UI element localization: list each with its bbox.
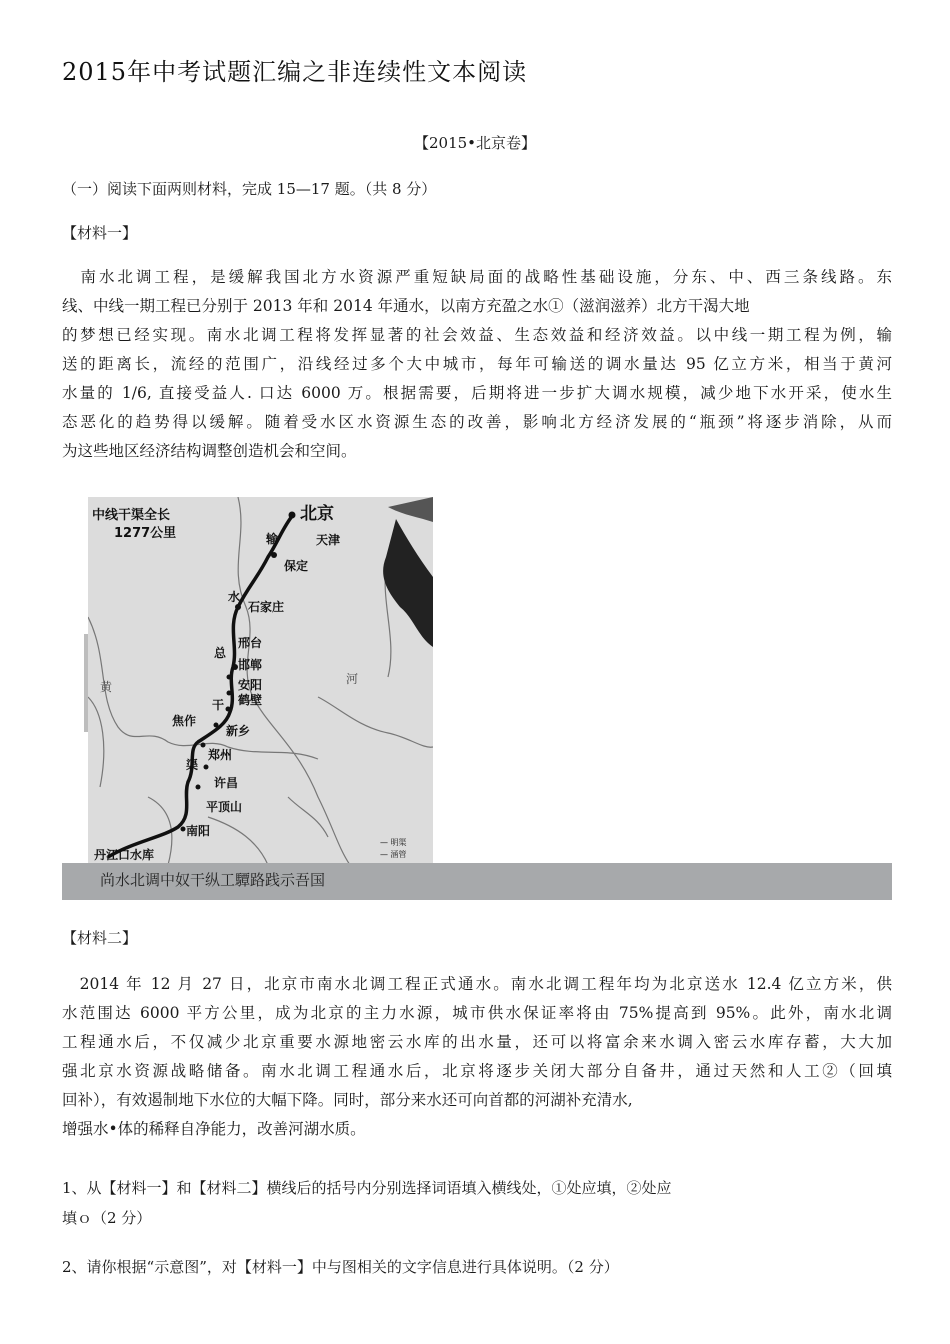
map-label-hebi: 鹤壁	[238, 693, 263, 707]
map-river-char: 黄	[100, 680, 113, 694]
map-river-char: 干	[212, 698, 225, 712]
map-river-char: 总	[214, 646, 227, 660]
route-map-image	[88, 497, 433, 865]
material2-line: 回补），有效遏制地下水位的大幅下降。同时，部分来水还可向首都的河湖补充清水,	[62, 1091, 633, 1109]
material1-line: 为这些地区经济结构调整创造机会和空间。	[62, 442, 357, 460]
map-legend-line2: 1277公里	[114, 526, 177, 541]
map-label-baoding: 保定	[284, 559, 309, 573]
material1-line: 的梦想已经实现。南水北调工程将发挥显著的社会效益、生态效益和经济效益。以中线一期工程为例，输	[62, 326, 892, 344]
material1-heading: 【材料一】	[62, 224, 138, 242]
map-label-handan: 邯郸	[238, 658, 263, 672]
question-2: 2、请你根据“示意图”，对【材料一】中与图相关的文字信息进行具体说明。（2 分）	[62, 1258, 619, 1276]
map-label-nanyang: 南阳	[186, 824, 211, 838]
material1-line: 态恶化的趋势得以缓解。随着受水区水资源生态的改善，影响北方经济发展的“瓶颈”将逐步消除，从而	[62, 413, 892, 431]
map-caption: 尚水北调中奴干纵工驔路践示吾国	[100, 871, 326, 889]
map-label-xingtai: 邢台	[238, 636, 263, 650]
material1-line: 南水北调工程，是缓解我国北方水资源严重短缺局面的战略性基础设施，分东、中、西三条线路。东	[62, 268, 892, 286]
map-label-shijiazhuang: 石家庄	[248, 600, 285, 614]
question-1-line2: 填ｏ（2 分）	[62, 1209, 152, 1227]
material1-body	[62, 263, 892, 466]
map-label-zhengzhou: 郑州	[208, 748, 233, 762]
material2-line: 水范围达 6000 平方公里，成为北京的主力水源，城市供水保证率将由 75%提高到 95%。此外，南水北调	[62, 1004, 892, 1022]
map-label-anyang: 安阳	[238, 678, 263, 692]
question-1-line1: 1、从【材料一】和【材料二】横线后的括号内分别选择词语填入横线处，①处应填，②处应	[62, 1179, 672, 1197]
map-legend-line1: 中线干渠全长	[92, 508, 171, 523]
map-river-char: 输	[266, 532, 279, 546]
map-label-jiaozuo: 焦作	[172, 714, 197, 728]
material1-line: 水量的 1/6, 直接受益人. 口达 6000 万。根据需要，后期将进一步扩大调水规模，减少地下水开采，使水生	[62, 384, 892, 402]
material2-line: 强北京水资源战略储备。南水北调工程通水后，北京将逐步关闭大部分自备井，通过天然和人工②（回填	[62, 1062, 892, 1080]
material2-body	[62, 970, 892, 1144]
map-caption-bar	[62, 863, 892, 900]
map-river-char: 河	[346, 672, 359, 686]
material2-line: 工程通水后，不仅减少北京重要水源地密云水库的出水量，还可以将富余来水调入密云水库存蓄，大大加	[62, 1033, 892, 1051]
route-map-svg	[88, 497, 433, 865]
map-river-char: 渠	[186, 758, 199, 772]
material2-line: 2014 年 12 月 27 日，北京市南水北调工程正式通水。南水北调工程年均为北京送水 12.4 亿立方米，供	[62, 975, 892, 993]
material2-line: 增强水•体的稀释自净能力，改善河湖水质。	[62, 1120, 366, 1138]
map-legend-key: — 涵管	[380, 850, 407, 859]
map-label-xuchang: 许昌	[214, 776, 239, 790]
material2-heading: 【材料二】	[62, 929, 138, 947]
document-title: 2015年中考试题汇编之非连续性文本阅读	[62, 58, 528, 86]
map-label-tianjin: 天津	[316, 533, 341, 547]
exam-label: 【2015•北京卷】	[413, 134, 537, 152]
section-intro: （一）阅读下面两则材料，完成 15—17 题。（共 8 分）	[62, 180, 437, 198]
map-label-xinxiang: 新乡	[226, 724, 251, 738]
material1-line: 线、中线一期工程已分别于 2013 年和 2014 年通水，以南方充盈之水①（滋润滋养）北方干渴大地	[62, 297, 750, 315]
map-legend-key: — 明渠	[380, 838, 407, 847]
map-river-char: 水	[228, 590, 241, 604]
material1-line: 送的距离长，流经的范围广，沿线经过多个大中城市，每年可输送的调水量达 95 亿立方米，相当于黄河	[62, 355, 892, 373]
map-label-pingdingshan: 平顶山	[206, 800, 243, 814]
map-label-beijing: 北京	[300, 504, 334, 524]
map-label-danjiangkou: 丹江口水库	[94, 848, 155, 862]
